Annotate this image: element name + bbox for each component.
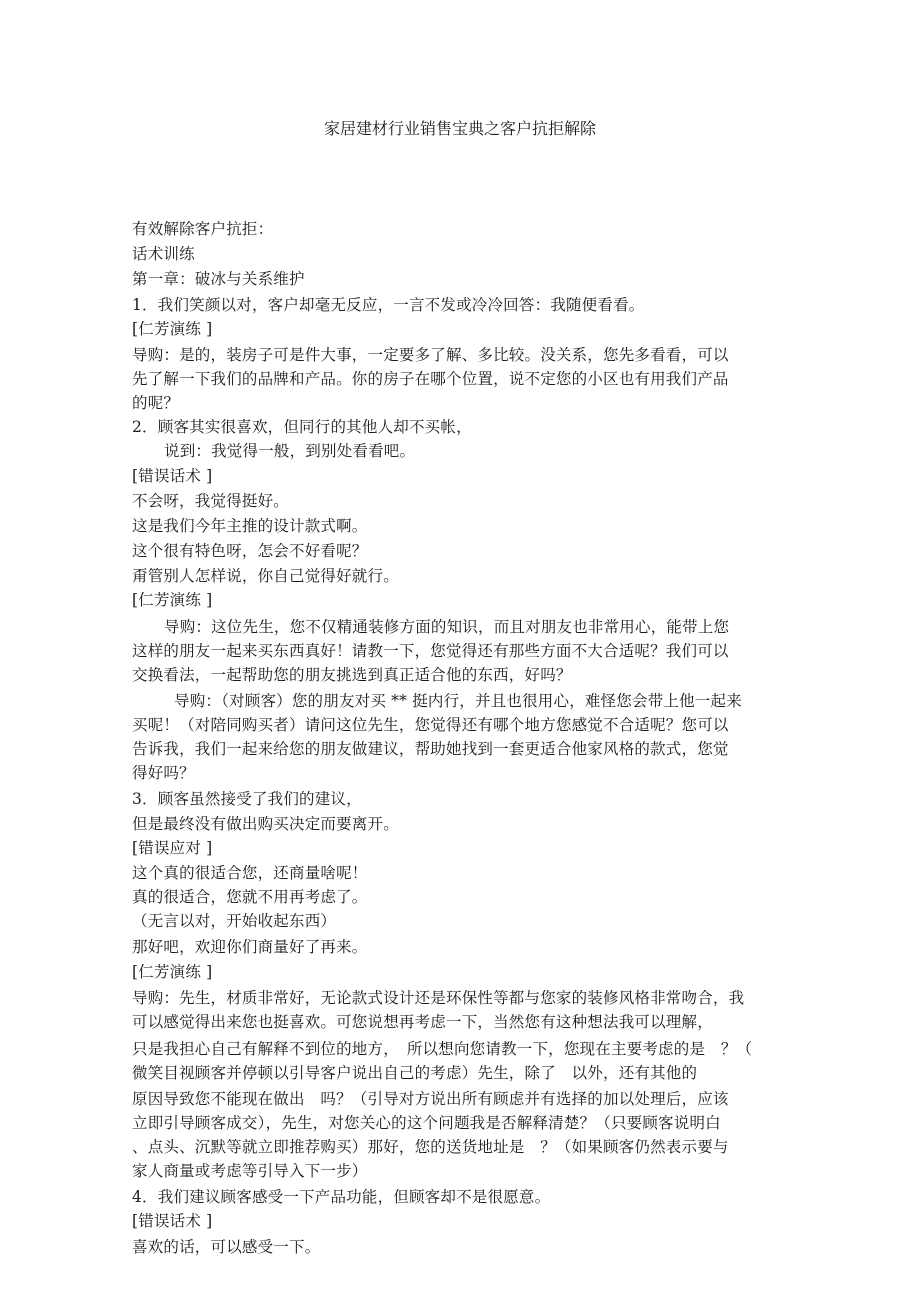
text-line: 这是我们今年主推的设计款式啊。 bbox=[132, 517, 368, 535]
text-line: 导购：是的，装房子可是件大事，一定要多了解、多比较。没关系，您先多看看，可以 bbox=[132, 346, 729, 364]
text-line: 立即引导顾客成交），先生，对您关心的这个问题我是否解释清楚？（只要顾客说明白 bbox=[132, 1114, 721, 1132]
text-line: 原因导致您不能现在做出 吗？（引导对方说出所有顾虑并有选择的加以处理后，应该 bbox=[132, 1090, 729, 1108]
text-line: [错误话术 ] bbox=[132, 467, 213, 485]
text-line: 不会呀，我觉得挺好。 bbox=[132, 492, 290, 510]
text-line: 甭管别人怎样说，你自己觉得好就行。 bbox=[132, 567, 399, 585]
text-line: 交换看法，一起帮助您的朋友挑选到真正适合他的东西，好吗？ bbox=[132, 666, 572, 684]
text-line: 导购：这位先生，您不仅精通装修方面的知识，而且对朋友也非常用心，能带上您 bbox=[164, 618, 730, 636]
text-line: 微笑目视顾客并停顿以引导客户说出自己的考虑）先生，除了 以外，还有其他的 bbox=[132, 1064, 698, 1082]
text-line: 得好吗？ bbox=[132, 764, 195, 782]
text-line: 喜欢的话，可以感受一下。 bbox=[132, 1238, 321, 1256]
text-line: 但是最终没有做出购买决定而要离开。 bbox=[132, 815, 399, 833]
text-line: 这个真的很适合您，还商量啥呢！ bbox=[132, 864, 368, 882]
text-line: 这个很有特色呀，怎会不好看呢？ bbox=[132, 542, 368, 560]
text-line: [仁芳演练 ] bbox=[132, 963, 213, 981]
text-line: 只是我担心自己有解释不到位的地方， 所以想向您请教一下，您现在主要考虑的是 ？（ bbox=[132, 1040, 753, 1058]
text-line: 这样的朋友一起来买东西真好！请教一下，您觉得还有那些方面不大合适呢？我们可以 bbox=[132, 642, 729, 660]
text-line: 、点头、沉默等就立即推荐购买）那好，您的送货地址是 ？（如果顾客仍然表示要与 bbox=[132, 1138, 729, 1156]
text-line: 买呢！（对陪同购买者）请问这位先生，您觉得还有哪个地方您感觉不合适呢？您可以 bbox=[132, 716, 729, 734]
text-line: 家人商量或考虑等引导入下一步） bbox=[132, 1162, 368, 1180]
text-line: 告诉我，我们一起来给您的朋友做建议，帮助她找到一套更适合他家风格的款式，您觉 bbox=[132, 740, 729, 758]
text-line: 有效解除客户抗拒： bbox=[132, 220, 274, 238]
text-line: 第一章：破冰与关系维护 bbox=[132, 270, 305, 288]
text-line: 导购：先生，材质非常好，无论款式设计还是环保性等都与您家的装修风格非常吻合，我 bbox=[132, 989, 745, 1007]
text-line: [错误话术 ] bbox=[132, 1212, 213, 1230]
text-line: （无言以对，开始收起东西） bbox=[132, 912, 337, 930]
text-line: 可以感觉得出来您也挺喜欢。可您说想再考虑一下，当然您有这种想法我可以理解， bbox=[132, 1013, 713, 1031]
text-line: 3．顾客虽然接受了我们的建议， bbox=[132, 790, 362, 808]
document-title: 家居建材行业销售宝典之客户抗拒解除 bbox=[323, 119, 596, 138]
text-line: [错误应对 ] bbox=[132, 839, 213, 857]
text-line: 2．顾客其实很喜欢，但同行的其他人却不买帐， bbox=[132, 418, 472, 436]
text-line: [仁芳演练 ] bbox=[132, 320, 213, 338]
text-line: 真的很适合，您就不用再考虑了。 bbox=[132, 888, 368, 906]
text-line: 导购：（对顾客）您的朋友对买 ** 挺内行，并且也很用心，难怪您会带上他一起来 bbox=[174, 692, 742, 710]
text-line: 那好吧，欢迎你们商量好了再来。 bbox=[132, 938, 368, 956]
text-line: 话术训练 bbox=[132, 245, 195, 263]
text-line: 1．我们笑颜以对，客户却毫无反应，一言不发或冷冷回答：我随便看看。 bbox=[132, 296, 645, 314]
text-line: 的呢？ bbox=[132, 394, 180, 412]
text-line: 4．我们建议顾客感受一下产品功能，但顾客却不是很愿意。 bbox=[132, 1188, 551, 1206]
text-line: [仁芳演练 ] bbox=[132, 591, 213, 609]
text-line: 先了解一下我们的品牌和产品。你的房子在哪个位置，说不定您的小区也有用我们产品 bbox=[132, 370, 729, 388]
text-line: 说到：我觉得一般，到别处看看吧。 bbox=[164, 442, 416, 460]
